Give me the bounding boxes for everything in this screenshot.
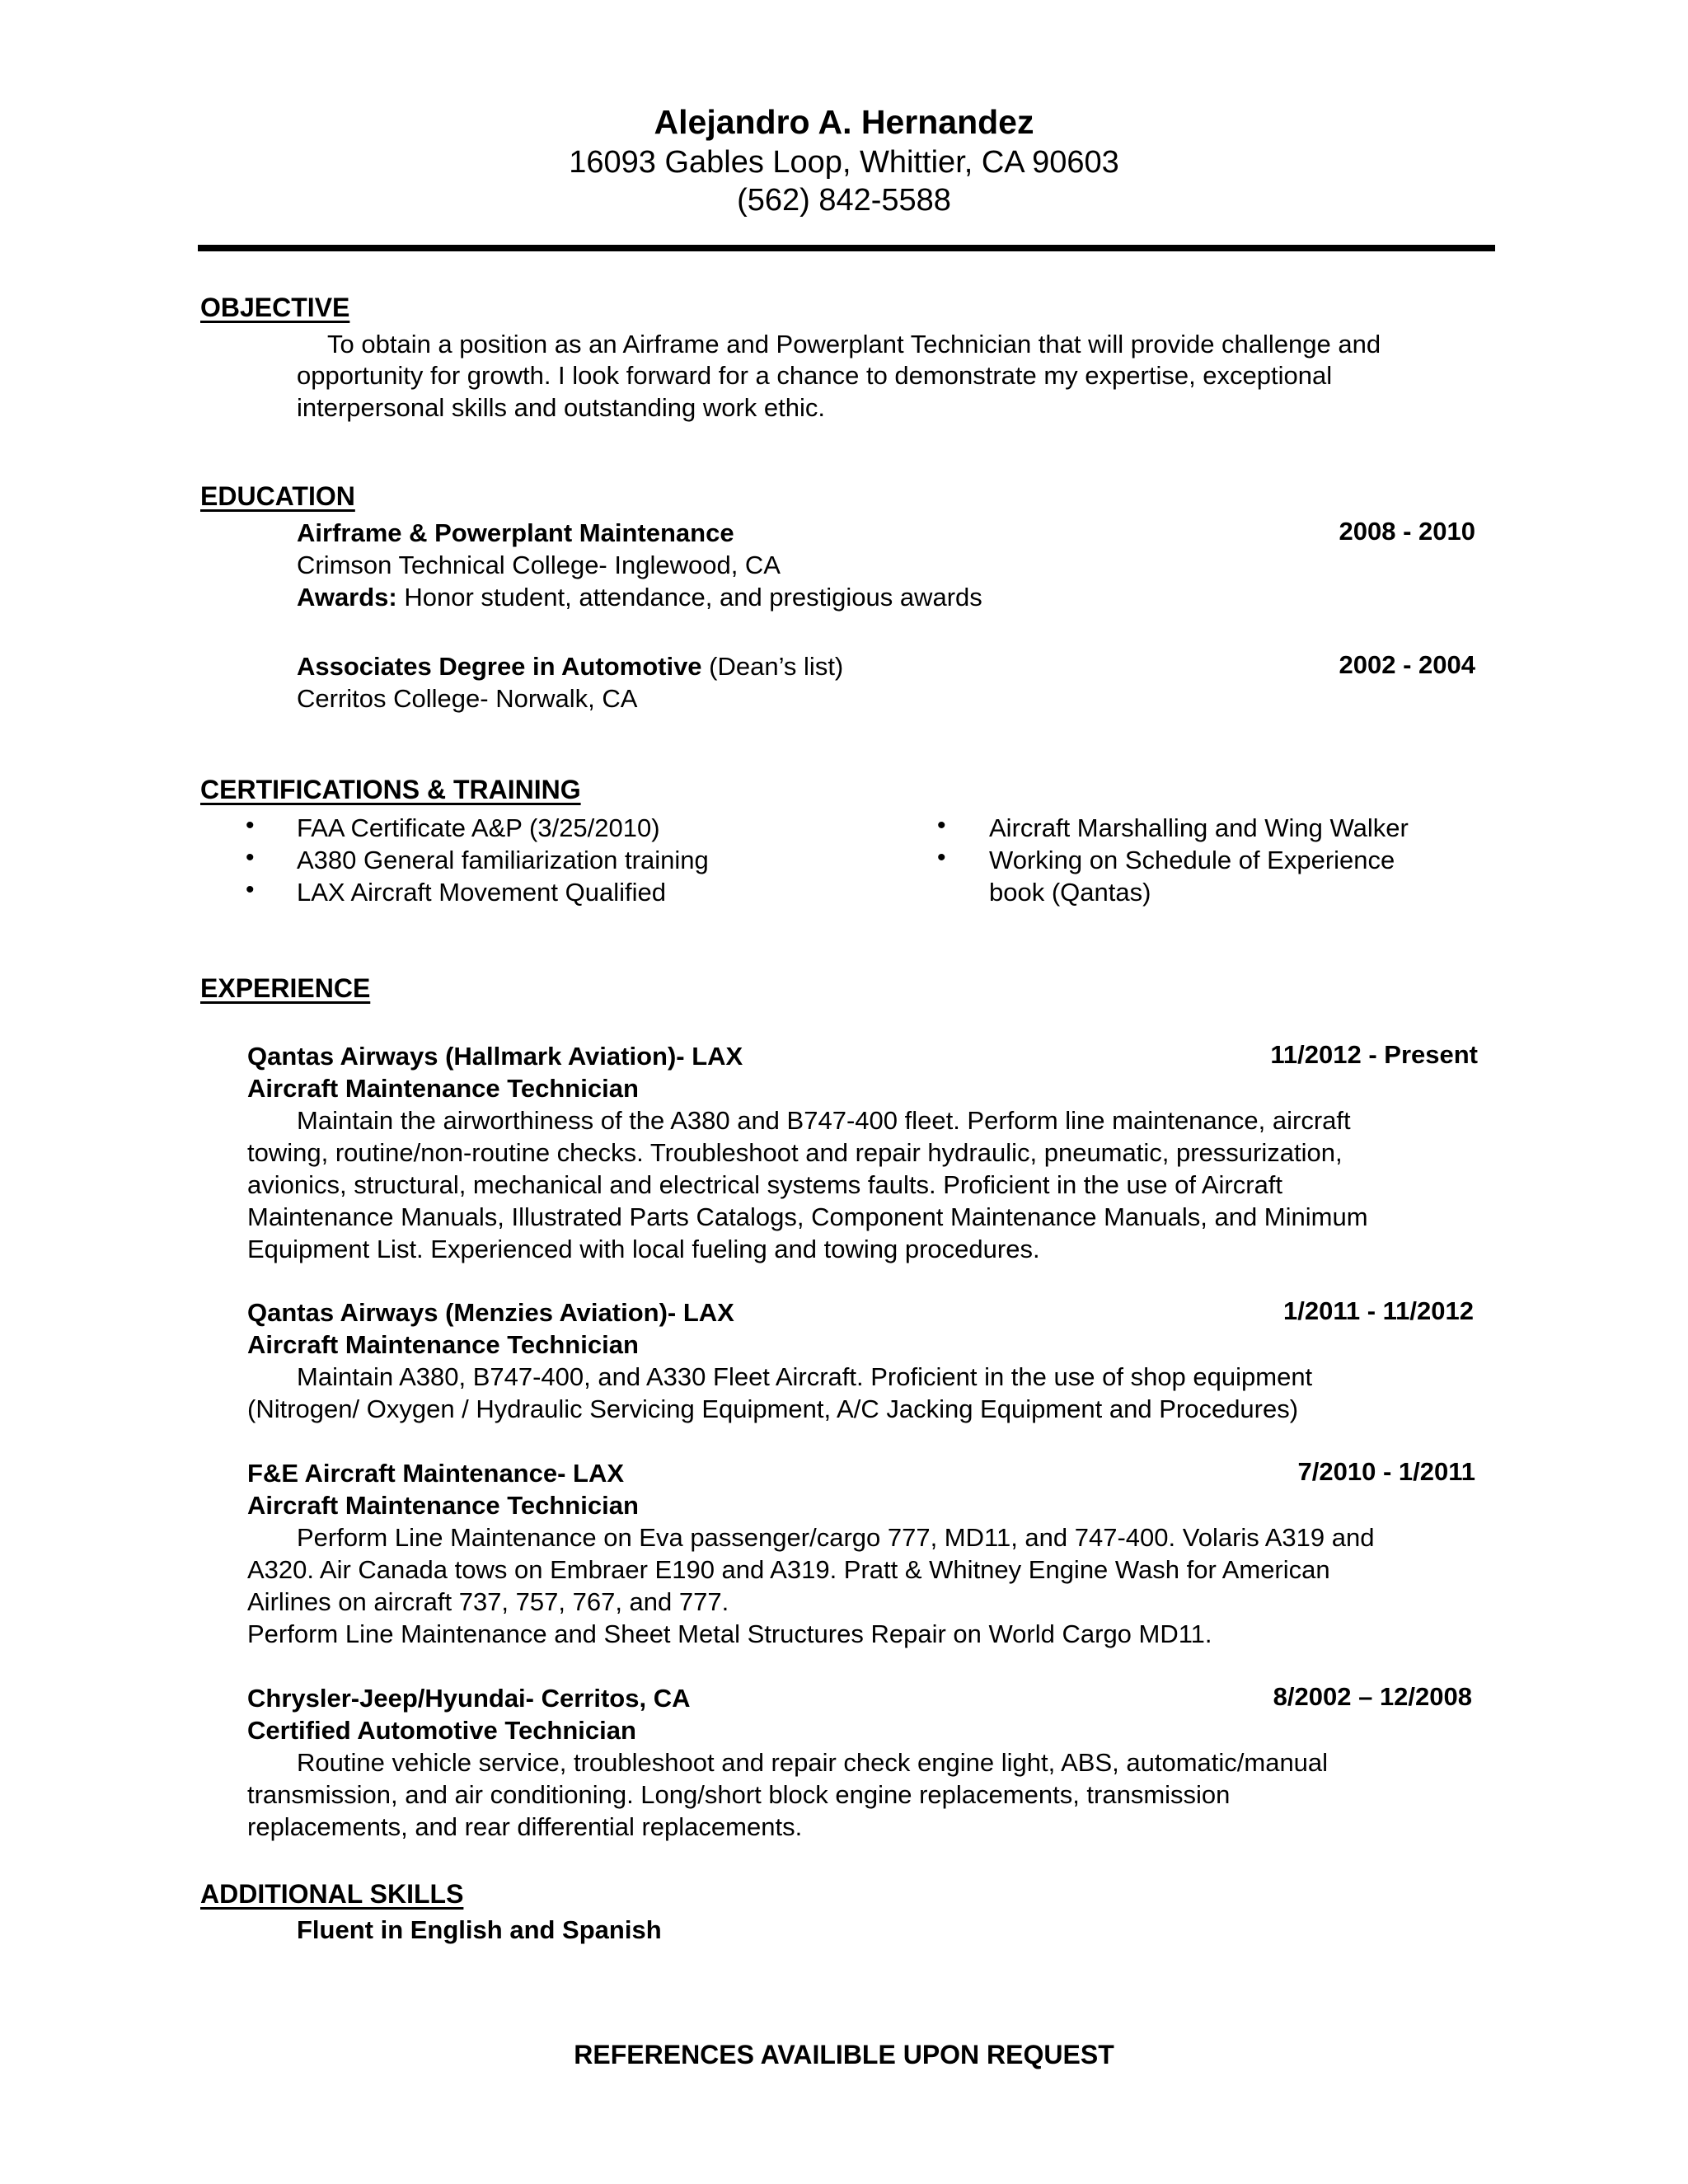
education-awards [297,581,982,613]
job-description-line: (Nitrogen/ Oxygen / Hydraulic Servicing Equipment, A/C Jacking Equipment and Procedures) [247,1394,1299,1423]
job-description-line: A320. Air Canada tows on Embraer E190 and A319. Pratt & Whitney Engine Wash for American [247,1555,1330,1584]
education-dates: 2008 - 2010 [1339,517,1475,546]
awards-text: Honor student, attendance, and prestigious awards [396,583,982,612]
certification-item: A380 General familiarization training [297,846,709,874]
certification-item: Aircraft Marshalling and Wing Walker [989,813,1409,842]
bullet-icon: • [246,812,255,839]
job-role: Aircraft Maintenance Technician [247,1074,639,1103]
objective-line: interpersonal skills and outstanding work ethic. [297,393,826,422]
job-role: Aircraft Maintenance Technician [247,1491,639,1520]
education-degree [297,650,843,682]
job-description-line: towing, routine/non-routine checks. Troubleshoot and repair hydraulic, pneumatic, pressurization, [247,1138,1343,1167]
skills-text: Fluent in English and Spanish [297,1915,662,1944]
job-company: Chrysler-Jeep/Hyundai- Cerritos, CA [247,1684,691,1713]
job-description-line: replacements, and rear differential replacements. [247,1812,803,1841]
degree-note: (Dean’s list) [701,652,844,681]
job-role: Certified Automotive Technician [247,1716,636,1745]
certification-item: Working on Schedule of Experience [989,846,1395,874]
job-dates: 1/2011 - 11/2012 [1282,1296,1474,1325]
job-description-line: Perform Line Maintenance and Sheet Metal Structures Repair on World Cargo MD11. [247,1619,1212,1648]
job-description-line: Routine vehicle service, troubleshoot and repair check engine light, ABS, automatic/manual [297,1748,1329,1777]
additional-skills-heading: ADDITIONAL SKILLS [200,1879,464,1909]
experience-heading: EXPERIENCE [200,973,371,1003]
job-dates: 8/2002 – 12/2008 [1273,1682,1472,1711]
bullet-icon: • [246,876,255,903]
certification-item-continued: book (Qantas) [989,878,1151,907]
education-dates: 2002 - 2004 [1339,650,1475,679]
job-company: Qantas Airways (Hallmark Aviation)- LAX [247,1042,743,1071]
education-school: Crimson Technical College- Inglewood, CA [297,551,781,579]
education-school: Cerritos College- Norwalk, CA [297,684,638,713]
job-description-line: Perform Line Maintenance on Eva passenger/cargo 777, MD11, and 747-400. Volaris A319 and [297,1523,1375,1552]
job-description-line: transmission, and air conditioning. Long/short block engine replacements, transmission [247,1780,1231,1809]
job-description-line: Equipment List. Experienced with local fueling and towing procedures. [247,1235,1040,1263]
education-heading: EDUCATION [200,481,355,511]
job-description-line: Maintain A380, B747-400, and A330 Fleet Aircraft. Proficient in the use of shop equipment [297,1362,1313,1391]
job-company: F&E Aircraft Maintenance- LAX [247,1459,625,1488]
job-dates: 11/2012 - Present [1270,1040,1478,1069]
objective-line: To obtain a position as an Airframe and Powerplant Technician that will provide challenge and [327,330,1381,359]
bullet-icon: • [937,812,946,839]
job-description-line: Maintenance Manuals, Illustrated Parts Catalogs, Component Maintenance Manuals, and Minimum [247,1202,1368,1231]
certification-item: FAA Certificate A&P (3/25/2010) [297,813,660,842]
job-role: Aircraft Maintenance Technician [247,1330,639,1359]
job-description-line: Maintain the airworthiness of the A380 and B747-400 fleet. Perform line maintenance, aircraft [297,1106,1351,1135]
degree-title: Associates Degree in Automotive [297,652,702,681]
bullet-icon: • [246,844,255,871]
certifications-heading: CERTIFICATIONS & TRAINING [200,775,581,804]
candidate-phone: (562) 842-5588 [737,183,951,218]
awards-label: Awards: [297,583,397,612]
candidate-name: Alejandro A. Hernandez [654,103,1034,141]
education-degree: Airframe & Powerplant Maintenance [297,518,734,547]
objective-heading: OBJECTIVE [200,293,350,322]
references-note: REFERENCES AVAILIBLE UPON REQUEST [574,2040,1114,2069]
objective-line: opportunity for growth. I look forward for a chance to demonstrate my expertise, exceptional [297,361,1333,390]
job-description-line: Airlines on aircraft 737, 757, 767, and 777. [247,1587,729,1616]
header-divider [198,245,1495,251]
candidate-address: 16093 Gables Loop, Whittier, CA 90603 [569,145,1119,180]
bullet-icon: • [937,844,946,871]
certification-item: LAX Aircraft Movement Qualified [297,878,666,907]
job-dates: 7/2010 - 1/2011 [1297,1457,1475,1486]
job-company: Qantas Airways (Menzies Aviation)- LAX [247,1298,734,1327]
job-description-line: avionics, structural, mechanical and electrical systems faults. Proficient in the use of Aircraft [247,1170,1283,1199]
